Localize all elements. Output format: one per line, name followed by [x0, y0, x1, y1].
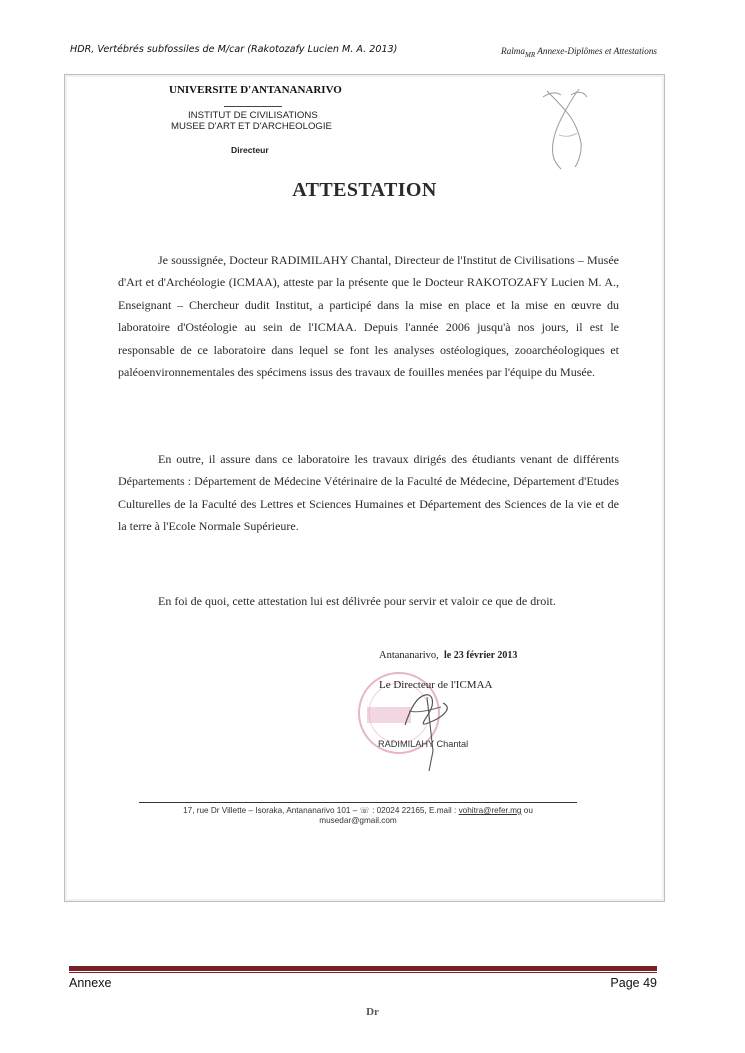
- scanned-attestation: [64, 74, 665, 902]
- signature-place: Antananarivo,: [379, 650, 439, 661]
- running-header-section: [501, 46, 657, 59]
- footer-section: Annexe: [69, 976, 112, 990]
- institution-logo-icon: [535, 85, 595, 175]
- director-label: Directeur: [231, 145, 269, 155]
- footer-mark: Dr: [366, 1006, 379, 1018]
- place-and-date: [379, 650, 517, 661]
- running-header-section-title: Annexe-Diplômes et Attestations: [535, 46, 657, 56]
- email-primary: vohitra@refer.mg: [458, 806, 522, 815]
- footer-rule: [69, 966, 657, 971]
- attestation-paragraph-3: En foi de quoi, cette attestation lui est délivrée pour servir et valoir ce que de droit.: [158, 594, 556, 608]
- signatory-name: RADIMILAHY Chantal: [378, 739, 469, 749]
- running-header-author-sub: MR: [525, 50, 536, 59]
- attestation-paragraph-1: Je soussignée, Docteur RADIMILAHY Chantal, Directeur de l'Institut de Civilisations – Musée d'Art et d'Archéologie (ICMAA), atteste par la présente que le Docteur RAKOTOZAFY Lucien M. A., Enseignant – Chercheur dudit Institut, a participé dans la mise en place et la mise en œuvre du laboratoire d'Ostéologie au sein de l'ICMAA. Depuis l'année 2006 jusqu'à nos jours, il est le responsable de ce laboratoire dans lequel se font les analyses ostéologiques, zooarchéologiques et paléoenvironnementales des spécimens issus des travaux de fouilles menées par l'équipe du Musée.: [118, 253, 619, 380]
- document-title: ATTESTATION: [292, 179, 437, 201]
- running-header-author: Ralma: [501, 46, 525, 56]
- email-secondary: musedar@gmail.com: [319, 816, 397, 825]
- address-divider: [139, 802, 577, 803]
- running-header-title: HDR, Vertébrés subfossiles de M/car (Rakotozafy Lucien M. A. 2013): [70, 44, 398, 55]
- institute-name: INSTITUT DE CIVILISATIONS: [188, 110, 318, 121]
- address-line: 17, rue Dr Villette – Isoraka, Antananarivo 101 – ☏ : 02024 22165, E.mail :: [183, 806, 457, 815]
- signature-date: le 23 février 2013: [444, 650, 518, 661]
- attestation-paragraph-2: En outre, il assure dans ce laboratoire les travaux dirigés des étudiants venant de différents Départements : Département de Médecine Vétérinaire de la Faculté de Médecine, Département d'Etudes Culturelles de la Faculté des Lettres et Sciences Humaines et Département des Sciences de la vie et de la terre à l'Ecole Normale Supérieure.: [118, 452, 619, 534]
- signatory-title: Le Directeur de l'ICMAA: [379, 679, 493, 691]
- museum-name: MUSEE D'ART ET D'ARCHEOLOGIE: [171, 121, 332, 132]
- page-number: Page 49: [610, 976, 657, 990]
- university-name: UNIVERSITE D'ANTANANARIVO: [169, 84, 342, 96]
- institution-address: [151, 806, 565, 826]
- address-or: ou: [521, 806, 533, 815]
